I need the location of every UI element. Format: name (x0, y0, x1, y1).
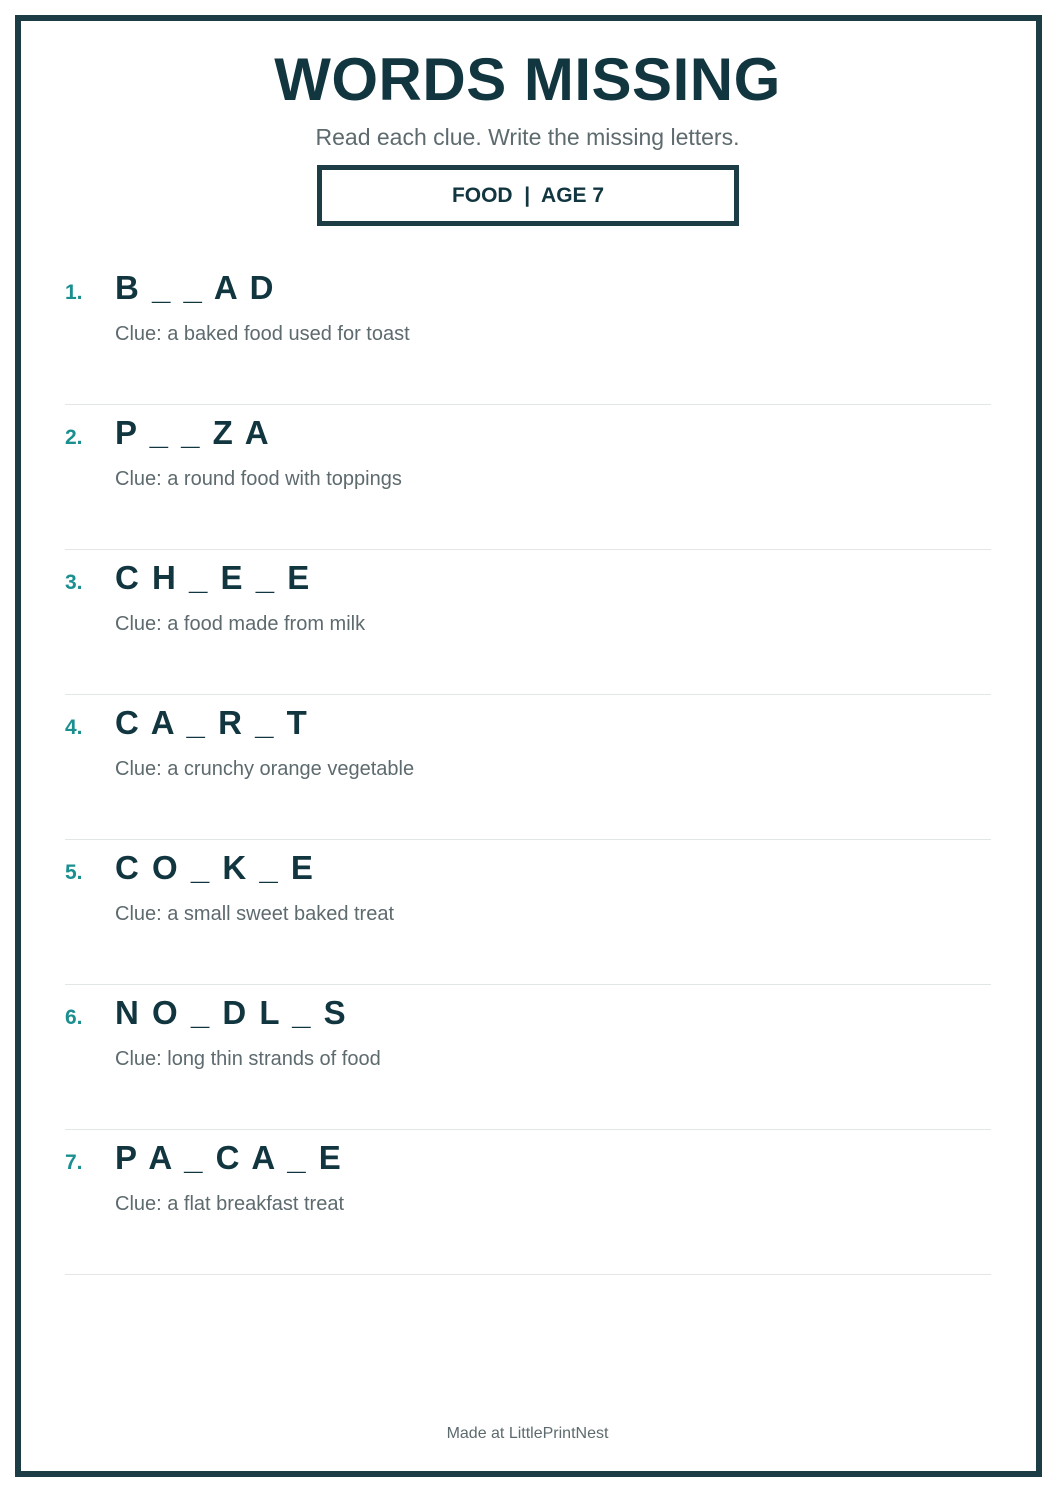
item-clue: Clue: a flat breakfast treat (115, 1193, 345, 1215)
item-number: 5. (65, 861, 83, 884)
missing-word: P A _ C A _ E (115, 1139, 343, 1176)
list-item (65, 985, 991, 1130)
list-item (65, 695, 991, 840)
item-clue: Clue: long thin strands of food (115, 1048, 381, 1070)
item-number: 4. (65, 716, 83, 739)
topic-age-badge: FOOD | AGE 7 (317, 165, 739, 226)
missing-word: N O _ D L _ S (115, 994, 348, 1031)
item-clue: Clue: a baked food used for toast (115, 323, 410, 345)
item-number: 3. (65, 571, 83, 594)
page-title: WORDS MISSING (274, 46, 781, 113)
item-number: 1. (65, 281, 83, 304)
list-item (65, 1130, 991, 1275)
item-number: 7. (65, 1151, 83, 1174)
item-clue: Clue: a food made from milk (115, 613, 366, 635)
missing-word: P _ _ Z A (115, 414, 271, 451)
item-number: 6. (65, 1006, 83, 1029)
item-number: 2. (65, 426, 83, 449)
list-item (65, 405, 991, 550)
item-clue: Clue: a round food with toppings (115, 468, 402, 490)
item-clue: Clue: a crunchy orange vegetable (115, 758, 415, 780)
missing-word: B _ _ A D (115, 269, 276, 306)
word-list (65, 260, 991, 1275)
list-item (65, 260, 991, 405)
missing-word: C A _ R _ T (115, 704, 309, 741)
list-item (65, 550, 991, 695)
item-clue: Clue: a small sweet baked treat (115, 903, 395, 925)
missing-word: C O _ K _ E (115, 849, 315, 886)
list-item (65, 840, 991, 985)
footer-credit: Made at LittlePrintNest (446, 1425, 609, 1442)
page-subtitle: Read each clue. Write the missing letters. (315, 124, 740, 150)
missing-word: C H _ E _ E (115, 559, 312, 596)
